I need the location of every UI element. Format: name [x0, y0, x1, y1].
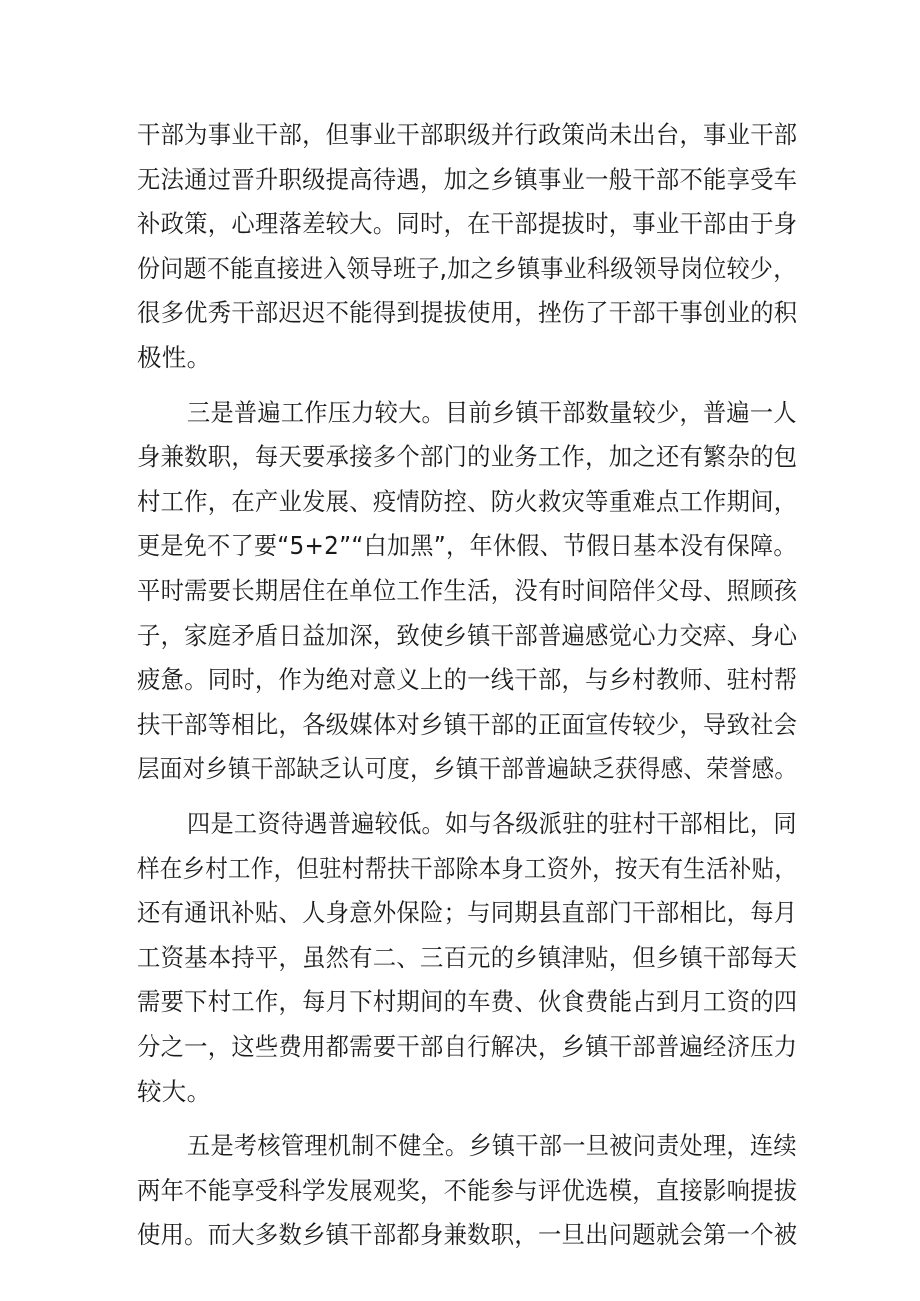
- text-line: 平时需要长期居住在单位工作生活，没有时间陪伴父母、照顾孩: [137, 576, 798, 605]
- text-line: 份问题不能直接进入领导班子,加之乡镇事业科级领导岗位较少，: [137, 253, 797, 283]
- text-line: 扶干部等相比，各级媒体对乡镇干部的正面宣传较少，导致社会: [137, 709, 798, 739]
- paragraph-first-line: 四是工资待遇普遍较低。如与各级派驻的驻村干部相比，同: [187, 809, 797, 838]
- text-line: 更是免不了要“5+2”“白加黑”，年休假、节假日基本没有保障。: [137, 531, 797, 561]
- text-line: 补政策，心理落差较大。同时，在干部提拔时，事业干部由于身: [137, 209, 798, 239]
- text-line: 无法通过晋升职级提高待遇，加之乡镇事业一般干部不能享受车: [137, 164, 798, 194]
- text-line: 极性。: [137, 343, 212, 372]
- text-line: 分之一，这些费用都需要干部自行解决，乡镇干部普遍经济压力: [137, 1032, 798, 1061]
- text-line: 还有通讯补贴、人身意外保险；与同期县直部门干部相比，每月: [137, 898, 798, 928]
- text-line: 干部为事业干部，但事业干部职级并行政策尚未出台，事业干部: [137, 120, 798, 149]
- text-line: 疲惫。同时，作为绝对意义上的一线干部，与乡村教师、驻村帮: [137, 665, 798, 695]
- text-line: 工资基本持平，虽然有二、三百元的乡镇津贴，但乡镇干部每天: [137, 942, 798, 972]
- text-line: 较大。: [137, 1076, 212, 1106]
- paragraph-first-line: 三是普遍工作压力较大。目前乡镇干部数量较少，普遍一人: [187, 397, 797, 427]
- text-line: 子，家庭矛盾日益加深，致使乡镇干部普遍感觉心力交瘁、身心: [137, 620, 798, 650]
- text-line: 很多优秀干部迟迟不能得到提拔使用，挫伤了干部干事创业的积: [137, 298, 798, 328]
- text-line: 使用。而大多数乡镇干部都身兼数职，一旦出问题就会第一个被: [137, 1220, 798, 1250]
- text-line: 身兼数职，每天要承接多个部门的业务工作，加之还有繁杂的包: [137, 442, 798, 472]
- text-line: 村工作，在产业发展、疫情防控、防火救灾等重难点工作期间，: [137, 486, 798, 516]
- text-line: 两年不能享受科学发展观奖，不能参与评优选模，直接影响提拔: [137, 1175, 798, 1205]
- text-line: 需要下村工作，每月下村期间的车费、伙食费能占到月工资的四: [137, 987, 798, 1017]
- text-line: 样在乡村工作，但驻村帮扶干部除本身工资外，按天有生活补贴，: [137, 853, 798, 883]
- paragraph-first-line: 五是考核管理机制不健全。乡镇干部一旦被问责处理，连续: [187, 1131, 797, 1161]
- text-line: 层面对乡镇干部缺乏认可度，乡镇干部普遍缺乏获得感、荣誉感。: [137, 754, 798, 784]
